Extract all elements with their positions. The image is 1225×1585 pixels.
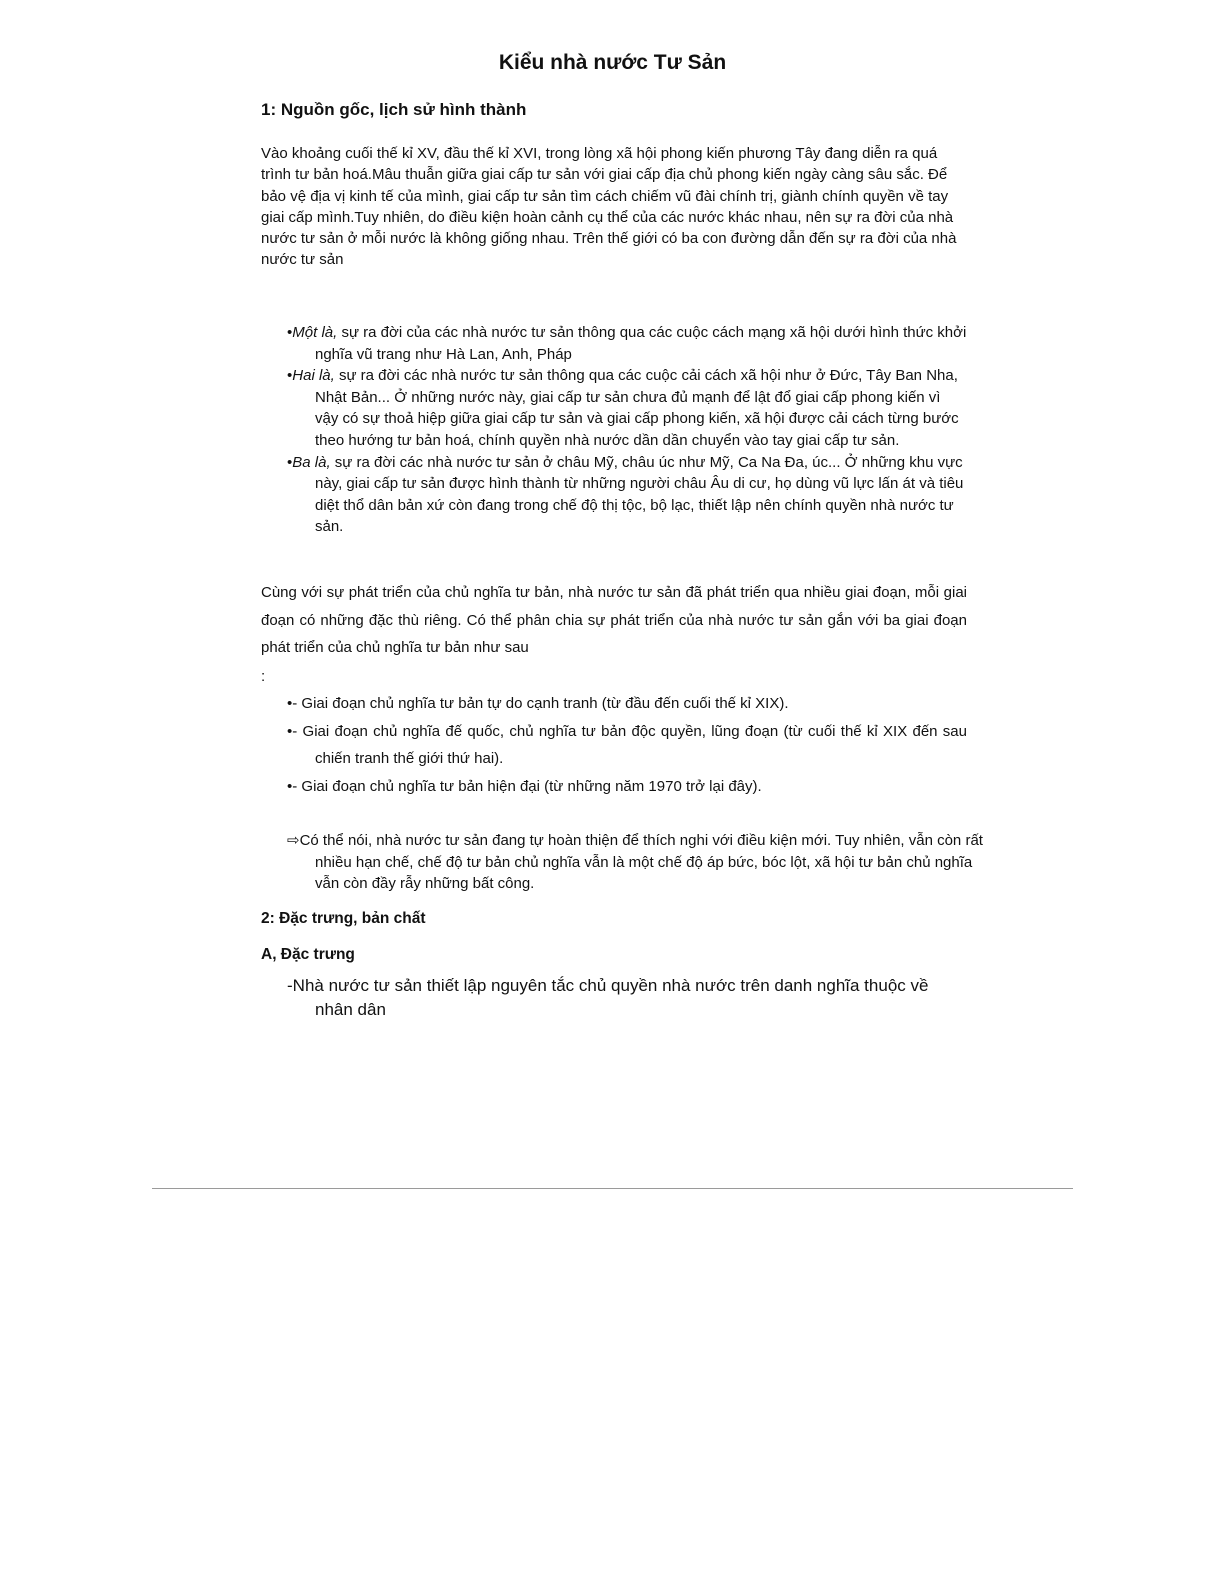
bullet-icon: •-	[287, 777, 302, 795]
section-2-heading: 2: Đặc trưng, bản chất	[261, 910, 426, 927]
stage-text: Giai đoạn chủ nghĩa đế quốc, chủ nghĩa tư bản độc quyền, lũng đoạn (từ cuối thế kỉ XIX đến sau chiến tranh thế giới thứ hai).	[302, 722, 967, 767]
bullet-icon: •	[287, 453, 293, 471]
colon-line: :	[261, 668, 266, 685]
way-text: sự ra đời các nhà nước tư sản ở châu Mỹ, châu úc như Mỹ, Ca Na Đa, úc... Ở những khu vực này, giai cấp tư sản được hình thành từ những người châu Âu di cư, họ dùng vũ lực lấn át và tiêu diệt thổ dân bản xứ còn đang trong chế độ thị tộc, bộ lạc, thiết lập nên chính quyền nhà nước tư sản.	[315, 453, 964, 536]
conclusion-paragraph	[287, 830, 985, 895]
conclusion-text: Có thể nói, nhà nước tư sản đang tự hoàn thiện để thích nghi với điều kiện mới. Tuy nhiên, vẫn còn rất nhiều hạn chế, chế độ tư bản chủ nghĩa vẫn là một chế độ áp bức, bóc lột, xã hội tư bản chủ nghĩa vẫn còn đầy rẫy những bất công.	[299, 832, 983, 893]
list-item	[287, 773, 967, 801]
section-1-heading: 1: Nguồn gốc, lịch sử hình thành	[261, 100, 527, 119]
bullet-icon: •	[287, 367, 293, 385]
stage-text: Giai đoạn chủ nghĩa tư bản tự do cạnh tranh (từ đầu đến cuối thế kỉ XIX).	[301, 695, 789, 712]
bullet-icon: •	[287, 324, 293, 341]
list-item	[287, 718, 967, 773]
way-text: sự ra đời của các nhà nước tư sản thông qua các cuộc cách mạng xã hội dưới hình thức khởi nghĩa vũ trang như Hà Lan, Anh, Pháp	[315, 324, 967, 363]
list-item	[287, 365, 967, 451]
way-lead: Một là,	[292, 324, 338, 341]
feature-item: -Nhà nước tư sản thiết lập nguyên tắc chủ quyền nhà nước trên danh nghĩa thuộc về nhân dân	[287, 976, 929, 1019]
list-item	[287, 690, 967, 718]
bullet-icon: •-	[287, 722, 303, 740]
summary-paragraph: Cùng với sự phát triển của chủ nghĩa tư bản, nhà nước tư sản đã phát triển qua nhiều giai đoạn, mỗi giai đoạn có những đặc thù riêng. Có thể phân chia sự phát triển của nhà nước tư sản gắn với ba giai đoạn phát triển của chủ nghĩa tư bản như sau	[261, 584, 967, 656]
ways-list	[287, 322, 967, 538]
bullet-icon: •-	[287, 695, 302, 712]
list-item	[287, 452, 967, 538]
document-title: Kiểu nhà nước Tư Sản	[498, 51, 727, 74]
arrow-right-icon: ⇨	[287, 832, 300, 849]
intro-paragraph: Vào khoảng cuối thế kỉ XV, đầu thế kỉ XVI, trong lòng xã hội phong kiến phương Tây đang diễn ra quá trình tư bản hoá.Mâu thuẫn giữa giai cấp tư sản với giai cấp địa chủ phong kiến ngày càng sâu sắc. Để bảo vệ địa vị kinh tế của mình, giai cấp tư sản tìm cách chiếm vũ đài chính trị, giành chính quyền về tay giai cấp mình.Tuy nhiên, do điều kiện hoàn cảnh cụ thể của các nước khác nhau, nên sự ra đời của nhà nước tư sản ở mỗi nước là không giống nhau. Trên thế giới có ba con đường dẫn đến sự ra đời của nhà nước tư sản	[261, 145, 957, 269]
subsection-a-heading: A, Đặc trưng	[261, 946, 355, 963]
page-divider	[152, 1188, 1073, 1189]
stage-text: Giai đoạn chủ nghĩa tư bản hiện đại (từ những năm 1970 trở lại đây).	[301, 777, 762, 795]
way-text: sự ra đời các nhà nước tư sản thông qua các cuộc cải cách xã hội như ở Đức, Tây Ban Nha, Nhật Bản... Ở những nước này, giai cấp tư sản chưa đủ mạnh để lật đổ giai cấp phong kiến vì vậy có sự thoả hiệp giữa giai cấp tư sản và giai cấp phong kiến, xã hội được cải cách từng bước theo hướng tư bản hoá, chính quyền nhà nước dần dần chuyển vào tay giai cấp tư sản.	[315, 367, 959, 449]
way-lead: Ba là,	[292, 453, 331, 471]
way-lead: Hai là,	[292, 367, 335, 385]
list-item	[287, 322, 967, 365]
stages-list	[287, 690, 967, 800]
